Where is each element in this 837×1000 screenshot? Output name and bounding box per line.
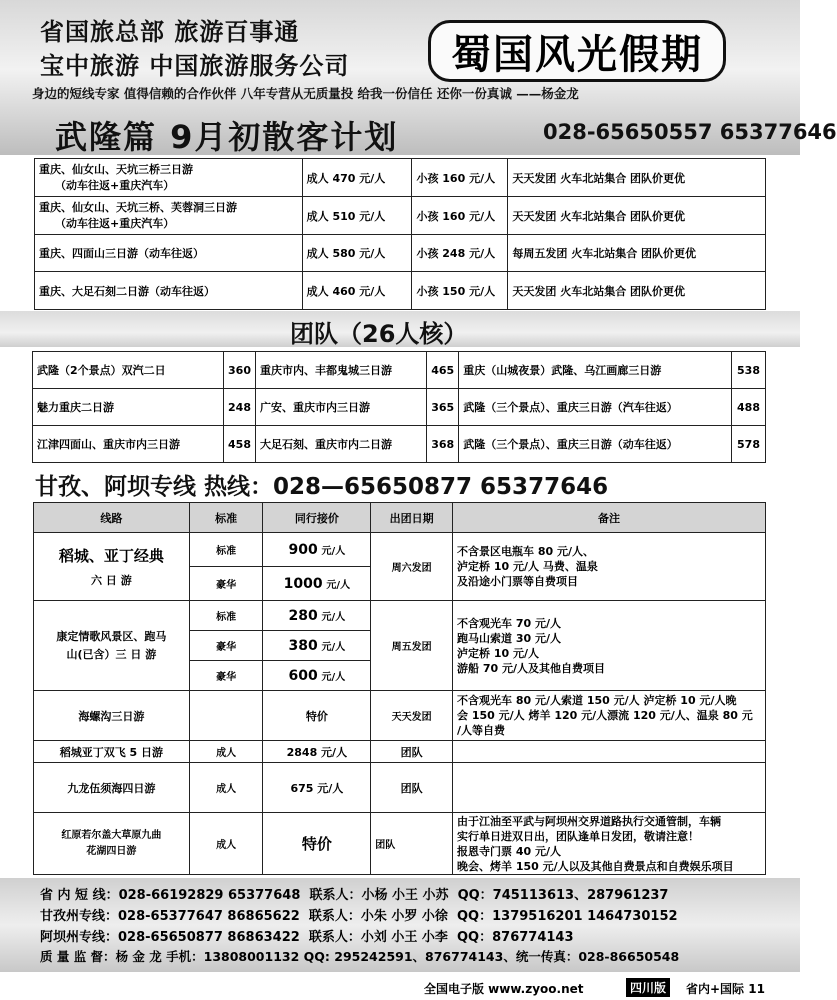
table-row xyxy=(33,389,766,426)
route-date: 天天发团 xyxy=(371,691,453,741)
price-unit: 元/人 xyxy=(321,545,346,557)
col-header: 备注 xyxy=(453,503,766,533)
route-note: 泸定桥 10 元/人 xyxy=(457,646,540,660)
contact-label: 甘孜州专线： xyxy=(40,909,119,924)
col-header: 线路 xyxy=(34,503,190,533)
route-note: 晚会、烤羊 150 元/人以及其他自费景点和自费娱乐项目 xyxy=(457,859,734,873)
table-row xyxy=(34,601,766,631)
tour-note: 天天发团 火车北站集合 团队价更优 xyxy=(508,197,766,235)
contact-people: 联系人：小刘 小王 小李 xyxy=(308,930,448,945)
group-price: 538 xyxy=(732,352,766,389)
route-standard: 豪华 xyxy=(189,631,263,661)
table-row xyxy=(34,691,766,741)
table-row xyxy=(35,159,766,197)
group-route: 江津四面山、重庆市内三日游 xyxy=(33,426,224,463)
group-title: 团队（26人核） xyxy=(290,320,468,348)
route-standard: 标准 xyxy=(189,533,263,567)
route-days: 六 日 游 xyxy=(91,574,132,587)
tour-note: 每周五发团 火车北站集合 团队价更优 xyxy=(508,235,766,272)
edition-strip xyxy=(0,972,800,1000)
group-table xyxy=(32,351,766,463)
route-name: 稻城、亚丁经典 xyxy=(58,547,164,565)
region-badge: 四川版 xyxy=(626,978,670,997)
route-name-cont: 花湖四日游 xyxy=(86,845,137,857)
ganzi-table xyxy=(33,502,766,875)
route-note: 及沿途小门票等自费项目 xyxy=(457,575,579,588)
group-price: 368 xyxy=(427,426,459,463)
contact-label: 省 内 短 线： xyxy=(40,888,119,903)
table-row xyxy=(35,197,766,235)
route-note: 泸定桥 10 元/人 马费、温泉 xyxy=(457,560,598,573)
route-standard: 豪华 xyxy=(189,661,263,691)
table-row xyxy=(34,533,766,567)
tour-adult-price: 成人 510 元/人 xyxy=(302,197,412,235)
contact-row xyxy=(40,905,678,924)
tour-name: 重庆、大足石刻二日游（动车往返） xyxy=(35,272,303,310)
tour-note: 天天发团 火车北站集合 团队价更优 xyxy=(508,159,766,197)
tour-child-price: 小孩 160 元/人 xyxy=(412,197,508,235)
tour-transport: （动车往返+重庆汽车） xyxy=(55,178,175,192)
group-route: 武隆（三个景点）、重庆三日游（汽车往返） xyxy=(459,389,732,426)
group-price: 365 xyxy=(427,389,459,426)
route-price: 1000 xyxy=(283,575,323,592)
route-name: 红原若尔盖大草原九曲 xyxy=(61,829,162,841)
group-price: 465 xyxy=(427,352,459,389)
group-price: 488 xyxy=(732,389,766,426)
group-price: 360 xyxy=(224,352,256,389)
route-name: 稻城亚丁双飞 5 日游 xyxy=(34,741,190,763)
table-row xyxy=(35,235,766,272)
page-number: 省内+国际 11 xyxy=(686,982,765,996)
route-note: 游船 70 元/人及其他自费项目 xyxy=(457,661,606,675)
contact-people: QQ: 295242591、876774143、统一传真：028-86650548 xyxy=(303,949,680,964)
contact-row xyxy=(40,947,679,965)
tour-transport: （动车往返+重庆汽车） xyxy=(55,216,175,230)
price-unit: 元/人 xyxy=(326,579,351,591)
header-line2: 宝中旅游 中国旅游服务公司 xyxy=(40,52,350,80)
price-unit: 元/人 xyxy=(321,611,346,623)
route-name: 海螺沟三日游 xyxy=(34,691,190,741)
route-note: 不含景区电瓶车 80 元/人、 xyxy=(457,545,595,558)
tour-adult-price: 成人 470 元/人 xyxy=(302,159,412,197)
route-note: 跑马山索道 30 元/人 xyxy=(457,631,562,645)
contact-phones: 028-66192829 65377648 xyxy=(118,888,301,903)
route-name: 九龙伍须海四日游 xyxy=(34,763,190,813)
route-standard: 成人 xyxy=(189,741,263,763)
group-price: 458 xyxy=(224,426,256,463)
route-standard: 豪华 xyxy=(189,567,263,601)
contact-people: 联系人：小杨 小王 小苏 xyxy=(309,888,449,903)
route-note: 报恩寺门票 40 元/人 xyxy=(457,844,562,858)
table-row xyxy=(34,813,766,875)
route-note: 会 150 元/人 烤羊 120 元/人漂流 120 元/人、温泉 80 元 xyxy=(457,709,753,722)
table-row xyxy=(33,426,766,463)
route-note: /人等自费 xyxy=(457,724,506,737)
route-price: 特价 xyxy=(263,813,371,875)
edition-site: 全国电子版 www.zyoo.net xyxy=(424,982,584,996)
group-route: 武隆（三个景点）、重庆三日游（动车往返） xyxy=(459,426,732,463)
price-unit: 元/人 xyxy=(321,641,346,653)
route-name-cont: 山(已含）三 日 游 xyxy=(66,647,157,661)
route-date: 团队 xyxy=(371,763,453,813)
group-route: 大足石刻、重庆市内二日游 xyxy=(256,426,427,463)
table-row xyxy=(34,741,766,763)
contact-label: 质 量 监 督： xyxy=(40,949,116,964)
tour-adult-price: 成人 580 元/人 xyxy=(302,235,412,272)
tour-child-price: 小孩 160 元/人 xyxy=(412,159,508,197)
contact-phones: 028-65377647 86865622 xyxy=(118,909,300,924)
route-price: 2848 元/人 xyxy=(263,741,371,763)
group-route: 重庆市内、丰都鬼城三日游 xyxy=(256,352,427,389)
tour-name: 重庆、仙女山、天坑三桥、芙蓉洞三日游 xyxy=(39,200,237,214)
page-title: 武隆篇 9月初散客计划 xyxy=(55,118,399,156)
route-note: 实行单日进双日出，团队逢单日发团，敬请注意！ xyxy=(457,829,700,843)
col-header: 标准 xyxy=(189,503,263,533)
tour-child-price: 小孩 248 元/人 xyxy=(412,235,508,272)
route-name: 康定情歌风景区、跑马 xyxy=(56,629,167,643)
tour-note: 天天发团 火车北站集合 团队价更优 xyxy=(508,272,766,310)
table-header-row xyxy=(34,503,766,533)
route-price: 675 元/人 xyxy=(263,763,371,813)
group-route: 重庆（山城夜景）武隆、乌江画廊三日游 xyxy=(459,352,732,389)
route-note: 不含观光车 70 元/人 xyxy=(457,616,562,630)
contact-row xyxy=(40,884,668,903)
route-price: 380 xyxy=(288,637,318,654)
table-row xyxy=(35,272,766,310)
contact-qq: QQ：745113613、287961237 xyxy=(457,888,669,903)
tour-child-price: 小孩 150 元/人 xyxy=(412,272,508,310)
tour-table xyxy=(34,158,766,310)
price-unit: 元/人 xyxy=(321,671,346,683)
tour-adult-price: 成人 460 元/人 xyxy=(302,272,412,310)
route-standard: 成人 xyxy=(189,813,263,875)
table-row xyxy=(34,763,766,813)
route-price: 600 xyxy=(288,667,318,684)
group-price: 248 xyxy=(224,389,256,426)
contact-people: 联系人：小朱 小罗 小徐 xyxy=(308,909,448,924)
route-standard: 标准 xyxy=(189,601,263,631)
group-route: 魅力重庆二日游 xyxy=(33,389,224,426)
tour-name: 重庆、四面山三日游（动车往返） xyxy=(35,235,303,272)
contact-qq: QQ：876774143 xyxy=(457,930,574,945)
brand-logo: 蜀国风光假期 xyxy=(428,20,726,82)
route-price: 特价 xyxy=(263,691,371,741)
contact-phones: 杨 金 龙 手机：13808001132 xyxy=(115,949,300,964)
col-header: 出团日期 xyxy=(371,503,453,533)
group-price: 578 xyxy=(732,426,766,463)
route-price: 280 xyxy=(288,607,318,624)
ganzi-hotline: 甘孜、阿坝专线 热线：028—65650877 65377646 xyxy=(35,474,609,500)
contact-phones: 028-65650877 86863422 xyxy=(118,930,300,945)
route-note: 由于江油至平武与阿坝州交界道路执行交通管制，车辆 xyxy=(457,814,722,828)
route-note: 不含观光车 80 元/人索道 150 元/人 泸定桥 10 元/人晚 xyxy=(457,694,737,707)
group-route: 广安、重庆市内三日游 xyxy=(256,389,427,426)
contact-label: 阿坝州专线： xyxy=(40,930,119,945)
route-date: 周六发团 xyxy=(371,533,453,601)
table-row xyxy=(33,352,766,389)
slogan: 身边的短线专家 值得信赖的合作伙伴 八年专营从无质量投 给我一份信任 还你一份真诚 ——杨金龙 xyxy=(32,86,579,101)
header-line1: 省国旅总部 旅游百事通 xyxy=(40,18,300,46)
route-standard: 成人 xyxy=(189,763,263,813)
title-phone: 028-65650557 65377646 xyxy=(543,120,837,144)
route-date: 团队 xyxy=(371,741,453,763)
contact-qq: QQ：1379516201 1464730152 xyxy=(457,909,678,924)
col-header: 同行接价 xyxy=(263,503,371,533)
route-date: 团队 xyxy=(371,813,453,875)
route-date: 周五发团 xyxy=(371,601,453,691)
route-price: 900 xyxy=(288,541,318,558)
group-route: 武隆（2个景点）双汽二日 xyxy=(33,352,224,389)
contact-row xyxy=(40,926,574,945)
tour-name: 重庆、仙女山、天坑三桥三日游 xyxy=(39,162,193,176)
